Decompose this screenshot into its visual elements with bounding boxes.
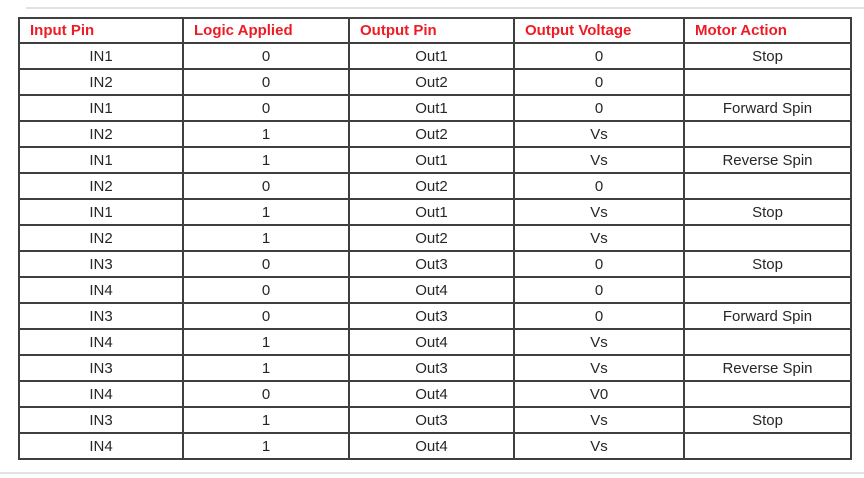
- table-row: [19, 303, 851, 329]
- table-cell: IN1: [19, 95, 183, 121]
- table-cell: Out4: [349, 329, 514, 355]
- table-cell: Out1: [349, 95, 514, 121]
- table-cell: 0: [183, 303, 349, 329]
- table-cell: Out4: [349, 433, 514, 459]
- table-cell: Out1: [349, 147, 514, 173]
- table-cell: Out3: [349, 303, 514, 329]
- table-cell: Reverse Spin: [684, 355, 851, 381]
- table-cell: 1: [183, 329, 349, 355]
- table-cell: 1: [183, 199, 349, 225]
- table-row: [19, 147, 851, 173]
- table-cell: Out1: [349, 199, 514, 225]
- column-header-input-pin: Input Pin: [19, 18, 183, 43]
- table-cell: 1: [183, 225, 349, 251]
- table-cell: Out4: [349, 381, 514, 407]
- table-cell: Out3: [349, 355, 514, 381]
- table-cell: Vs: [514, 199, 684, 225]
- table-row: [19, 43, 851, 69]
- table-cell: 0: [514, 303, 684, 329]
- table-row: [19, 173, 851, 199]
- table-cell: IN2: [19, 225, 183, 251]
- table-cell: 0: [183, 277, 349, 303]
- column-header-motor-action: Motor Action: [684, 18, 851, 43]
- table-cell: [684, 69, 851, 95]
- table-cell: IN4: [19, 433, 183, 459]
- table-cell: Vs: [514, 121, 684, 147]
- page-rule-bottom: [0, 472, 864, 474]
- table-cell: Reverse Spin: [684, 147, 851, 173]
- table-cell: 0: [514, 69, 684, 95]
- column-header-output-voltage: Output Voltage: [514, 18, 684, 43]
- table-cell: Out3: [349, 251, 514, 277]
- table-cell: Stop: [684, 251, 851, 277]
- table-row: [19, 225, 851, 251]
- table-header-row: [19, 18, 851, 43]
- table-cell: 1: [183, 147, 349, 173]
- table-cell: IN3: [19, 303, 183, 329]
- table-cell: 0: [183, 69, 349, 95]
- table-row: [19, 381, 851, 407]
- table-cell: [684, 329, 851, 355]
- column-header-logic-applied: Logic Applied: [183, 18, 349, 43]
- table-cell: Vs: [514, 433, 684, 459]
- table-row: [19, 433, 851, 459]
- table-row: [19, 95, 851, 121]
- table-cell: IN4: [19, 277, 183, 303]
- table-cell: V0: [514, 381, 684, 407]
- table-cell: Out2: [349, 225, 514, 251]
- table-cell: 0: [514, 173, 684, 199]
- table-cell: 1: [183, 121, 349, 147]
- table-cell: Out2: [349, 69, 514, 95]
- motor-driver-truth-table: [18, 17, 852, 460]
- table-row: [19, 199, 851, 225]
- table-cell: [684, 173, 851, 199]
- table-cell: [684, 433, 851, 459]
- page-rule-top: [26, 7, 864, 9]
- table-cell: Out3: [349, 407, 514, 433]
- table-cell: IN4: [19, 381, 183, 407]
- table-cell: 1: [183, 355, 349, 381]
- table-cell: 1: [183, 407, 349, 433]
- table-cell: IN1: [19, 147, 183, 173]
- table-cell: 0: [183, 43, 349, 69]
- table-cell: [684, 277, 851, 303]
- table-cell: Vs: [514, 355, 684, 381]
- table-cell: Out2: [349, 121, 514, 147]
- table-cell: [684, 381, 851, 407]
- table-row: [19, 251, 851, 277]
- table-cell: 0: [514, 43, 684, 69]
- table-row: [19, 329, 851, 355]
- table-cell: IN3: [19, 251, 183, 277]
- table-cell: Vs: [514, 407, 684, 433]
- table-cell: Forward Spin: [684, 303, 851, 329]
- table-row: [19, 277, 851, 303]
- table-cell: 0: [514, 277, 684, 303]
- table-cell: [684, 225, 851, 251]
- table-cell: Vs: [514, 147, 684, 173]
- table-cell: IN2: [19, 121, 183, 147]
- table-cell: 0: [514, 251, 684, 277]
- table-cell: Vs: [514, 329, 684, 355]
- table-cell: IN2: [19, 173, 183, 199]
- table-cell: Stop: [684, 407, 851, 433]
- table-cell: IN2: [19, 69, 183, 95]
- table-row: [19, 355, 851, 381]
- table-cell: 0: [183, 381, 349, 407]
- table-cell: 0: [183, 251, 349, 277]
- column-header-output-pin: Output Pin: [349, 18, 514, 43]
- table-cell: IN1: [19, 43, 183, 69]
- table-cell: Out2: [349, 173, 514, 199]
- table-cell: 0: [183, 173, 349, 199]
- table-cell: IN1: [19, 199, 183, 225]
- table-cell: [684, 121, 851, 147]
- table-cell: Out1: [349, 43, 514, 69]
- table-cell: Stop: [684, 43, 851, 69]
- table-row: [19, 69, 851, 95]
- table-cell: Out4: [349, 277, 514, 303]
- table-cell: IN4: [19, 329, 183, 355]
- table-row: [19, 121, 851, 147]
- table-cell: 0: [514, 95, 684, 121]
- table-cell: IN3: [19, 407, 183, 433]
- table-row: [19, 407, 851, 433]
- table-cell: IN3: [19, 355, 183, 381]
- table-cell: Forward Spin: [684, 95, 851, 121]
- table-cell: 0: [183, 95, 349, 121]
- table-cell: 1: [183, 433, 349, 459]
- table-cell: Stop: [684, 199, 851, 225]
- table-cell: Vs: [514, 225, 684, 251]
